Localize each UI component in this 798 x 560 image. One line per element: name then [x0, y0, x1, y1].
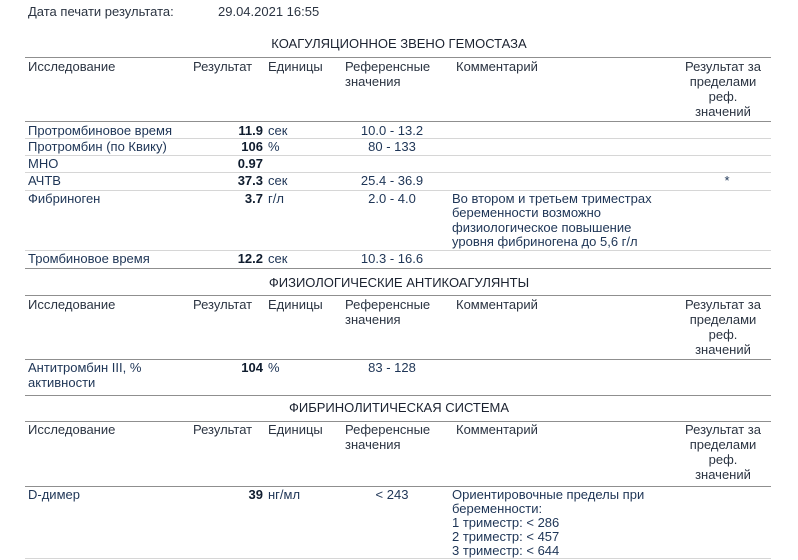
column-header-out-of-range: значений [695, 342, 751, 357]
test-comment: физиологическое повышение [452, 220, 632, 235]
column-header-out-of-range: Результат за [685, 297, 761, 312]
column-header-test: Исследование [28, 297, 116, 312]
test-result: 3.7 [244, 191, 263, 206]
test-name: Антитромбин III, % [28, 360, 142, 375]
test-reference: 83 - 128 [368, 360, 416, 375]
column-header-out-of-range: реф. [708, 452, 738, 467]
divider [25, 57, 771, 58]
test-units: сек [268, 173, 288, 188]
test-comment: беременности возможно [452, 205, 602, 220]
column-header-reference: Референсные [345, 59, 431, 74]
test-name: активности [28, 375, 96, 390]
test-reference: 10.3 - 16.6 [360, 251, 424, 266]
test-comment: Во втором и третьем триместрах [452, 191, 652, 206]
test-name: МНО [28, 156, 59, 171]
test-name: D-димер [28, 487, 80, 502]
test-units: г/л [268, 191, 284, 206]
column-header-out-of-range: значений [695, 104, 751, 119]
column-header-out-of-range: пределами [689, 74, 757, 89]
column-header-out-of-range: Результат за [685, 59, 761, 74]
test-reference: 80 - 133 [368, 139, 416, 154]
test-units: сек [268, 251, 288, 266]
column-header-comment: Комментарий [456, 297, 538, 312]
test-name: Тромбиновое время [28, 251, 150, 266]
column-header-out-of-range: Результат за [685, 422, 761, 437]
column-header-out-of-range: реф. [708, 327, 738, 342]
divider [25, 395, 771, 396]
column-header-test: Исследование [28, 422, 116, 437]
test-name: Протромбиновое время [28, 123, 173, 138]
test-reference: 2.0 - 4.0 [368, 191, 416, 206]
test-comment: Ориентировочные пределы при [452, 487, 645, 502]
column-header-reference: значения [345, 74, 401, 89]
column-header-units: Единицы [268, 297, 323, 312]
column-header-comment: Комментарий [456, 422, 538, 437]
column-header-out-of-range: реф. [708, 89, 738, 104]
column-header-result: Результат [193, 297, 253, 312]
out-of-range-flag: * [724, 173, 730, 188]
test-result: 39 [248, 487, 263, 502]
test-comment: беременности: [452, 501, 543, 516]
column-header-result: Результат [193, 422, 253, 437]
section-title: ФИБРИНОЛИТИЧЕСКАЯ СИСТЕМА [288, 400, 510, 415]
column-header-reference: значения [345, 437, 401, 452]
test-units: сек [268, 123, 288, 138]
section-title: КОАГУЛЯЦИОННОЕ ЗВЕНО ГЕМОСТАЗА [271, 36, 527, 51]
test-result: 12.2 [237, 251, 263, 266]
column-header-reference: Референсные [345, 422, 431, 437]
column-header-comment: Комментарий [456, 59, 538, 74]
divider [25, 295, 771, 296]
divider [25, 268, 771, 269]
test-units: % [268, 139, 280, 154]
test-reference: 25.4 - 36.9 [360, 173, 424, 188]
test-reference: < 243 [375, 487, 409, 502]
column-header-out-of-range: значений [695, 467, 751, 482]
test-comment: 2 триместр: < 457 [452, 529, 560, 544]
column-header-result: Результат [193, 59, 253, 74]
test-comment: уровня фибриногена до 5,6 г/л [452, 234, 638, 249]
test-result: 104 [241, 360, 263, 375]
print-date-value: 29.04.2021 16:55 [218, 4, 320, 19]
test-result: 106 [241, 139, 263, 154]
column-header-reference: значения [345, 312, 401, 327]
test-name: Протромбин (по Квику) [28, 139, 167, 154]
test-name: АЧТВ [28, 173, 61, 188]
test-units: нг/мл [268, 487, 301, 502]
row-divider [25, 558, 771, 559]
section-title: ФИЗИОЛОГИЧЕСКИЕ АНТИКОАГУЛЯНТЫ [268, 275, 530, 290]
test-reference: 10.0 - 13.2 [360, 123, 424, 138]
print-date-label: Дата печати результата: [28, 4, 174, 19]
test-result: 0.97 [237, 156, 263, 171]
divider [25, 121, 771, 122]
row-divider [25, 155, 771, 156]
column-header-units: Единицы [268, 422, 323, 437]
test-result: 11.9 [238, 123, 263, 138]
column-header-out-of-range: пределами [689, 437, 757, 452]
test-name: Фибриноген [28, 191, 101, 206]
column-header-reference: Референсные [345, 297, 431, 312]
column-header-out-of-range: пределами [689, 312, 757, 327]
test-comment: 1 триместр: < 286 [452, 515, 560, 530]
column-header-test: Исследование [28, 59, 116, 74]
test-comment: 3 триместр: < 644 [452, 543, 560, 558]
column-header-units: Единицы [268, 59, 323, 74]
test-units: % [268, 360, 280, 375]
test-result: 37.3 [237, 173, 263, 188]
